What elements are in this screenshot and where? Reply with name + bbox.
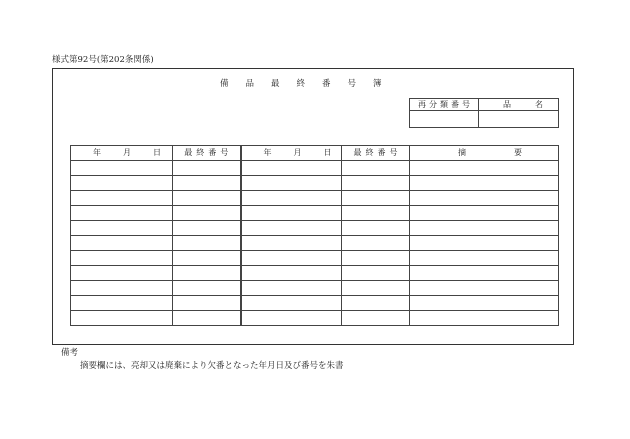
last-number-cell-right[interactable] bbox=[342, 191, 410, 206]
category-entry-row bbox=[410, 111, 559, 128]
memo-cell[interactable] bbox=[410, 311, 559, 326]
date-cell-right[interactable] bbox=[241, 236, 342, 251]
last-number-cell-left[interactable] bbox=[173, 296, 241, 311]
item-name-header: 品名 bbox=[479, 99, 559, 111]
form-number-label: 様式第92号(第202条関係) bbox=[52, 55, 154, 65]
last-number-cell-right[interactable] bbox=[342, 236, 410, 251]
last-number-cell-right[interactable] bbox=[342, 311, 410, 326]
category-table bbox=[409, 98, 567, 128]
last-number-cell-left[interactable] bbox=[173, 206, 241, 221]
date-cell-left[interactable] bbox=[71, 296, 173, 311]
memo-cell[interactable] bbox=[410, 176, 559, 191]
memo-cell[interactable] bbox=[410, 161, 559, 176]
memo-cell[interactable] bbox=[410, 251, 559, 266]
last-number-cell-left[interactable] bbox=[173, 176, 241, 191]
date-cell-right[interactable] bbox=[241, 206, 342, 221]
item-name-cell[interactable] bbox=[479, 111, 559, 128]
date-cell-right[interactable] bbox=[241, 161, 342, 176]
ledger-row bbox=[71, 266, 559, 281]
date-cell-left[interactable] bbox=[71, 176, 173, 191]
last-number-cell-left[interactable] bbox=[173, 191, 241, 206]
last-number-cell-left[interactable] bbox=[173, 236, 241, 251]
memo-cell[interactable] bbox=[410, 281, 559, 296]
last-number-cell-right[interactable] bbox=[342, 281, 410, 296]
date-cell-left[interactable] bbox=[71, 161, 173, 176]
date-cell-left[interactable] bbox=[71, 266, 173, 281]
last-number-cell-right[interactable] bbox=[342, 206, 410, 221]
reclassification-number-header: 再分類番号 bbox=[410, 99, 479, 111]
memo-cell[interactable] bbox=[410, 266, 559, 281]
ledger-row bbox=[71, 236, 559, 251]
date-header-right: 年月日 bbox=[241, 146, 342, 161]
form-title: 備品最終番号簿 bbox=[220, 79, 399, 89]
last-number-cell-right[interactable] bbox=[342, 296, 410, 311]
date-cell-left[interactable] bbox=[71, 311, 173, 326]
ledger-body bbox=[71, 161, 559, 326]
ledger-table bbox=[70, 145, 570, 326]
date-cell-right[interactable] bbox=[241, 311, 342, 326]
ledger-row bbox=[71, 191, 559, 206]
ledger-header-row bbox=[71, 146, 559, 161]
last-number-cell-left[interactable] bbox=[173, 311, 241, 326]
memo-cell[interactable] bbox=[410, 191, 559, 206]
last-number-cell-right[interactable] bbox=[342, 176, 410, 191]
last-number-cell-left[interactable] bbox=[173, 281, 241, 296]
date-cell-left[interactable] bbox=[71, 206, 173, 221]
last-number-cell-right[interactable] bbox=[342, 251, 410, 266]
date-cell-left[interactable] bbox=[71, 221, 173, 236]
date-cell-right[interactable] bbox=[241, 251, 342, 266]
ledger-row bbox=[71, 206, 559, 221]
memo-cell[interactable] bbox=[410, 221, 559, 236]
memo-cell[interactable] bbox=[410, 206, 559, 221]
last-number-header-left: 最終番号 bbox=[173, 146, 241, 161]
memo-cell[interactable] bbox=[410, 236, 559, 251]
date-cell-right[interactable] bbox=[241, 176, 342, 191]
date-cell-left[interactable] bbox=[71, 191, 173, 206]
last-number-cell-right[interactable] bbox=[342, 221, 410, 236]
category-header-row bbox=[410, 99, 559, 111]
date-cell-right[interactable] bbox=[241, 281, 342, 296]
ledger-row bbox=[71, 296, 559, 311]
last-number-cell-left[interactable] bbox=[173, 266, 241, 281]
date-cell-right[interactable] bbox=[241, 296, 342, 311]
date-cell-right[interactable] bbox=[241, 221, 342, 236]
ledger-row bbox=[71, 221, 559, 236]
date-cell-left[interactable] bbox=[71, 236, 173, 251]
last-number-cell-left[interactable] bbox=[173, 221, 241, 236]
date-cell-right[interactable] bbox=[241, 266, 342, 281]
memo-header: 摘要 bbox=[410, 146, 559, 161]
remarks-title: 備考 bbox=[61, 348, 79, 358]
ledger-row bbox=[71, 281, 559, 296]
ledger-row bbox=[71, 251, 559, 266]
ledger-row bbox=[71, 311, 559, 326]
ledger-row bbox=[71, 161, 559, 176]
last-number-cell-left[interactable] bbox=[173, 161, 241, 176]
date-cell-left[interactable] bbox=[71, 251, 173, 266]
memo-cell[interactable] bbox=[410, 296, 559, 311]
last-number-header-right: 最終番号 bbox=[342, 146, 410, 161]
date-cell-left[interactable] bbox=[71, 281, 173, 296]
last-number-cell-right[interactable] bbox=[342, 266, 410, 281]
reclassification-number-cell[interactable] bbox=[410, 111, 479, 128]
remarks-text: 摘要欄には、亮却又は廃棄により欠番となった年月日及び番号を朱書 bbox=[80, 361, 344, 371]
ledger-row bbox=[71, 176, 559, 191]
last-number-cell-left[interactable] bbox=[173, 251, 241, 266]
date-header-left: 年月日 bbox=[71, 146, 173, 161]
last-number-cell-right[interactable] bbox=[342, 161, 410, 176]
date-cell-right[interactable] bbox=[241, 191, 342, 206]
